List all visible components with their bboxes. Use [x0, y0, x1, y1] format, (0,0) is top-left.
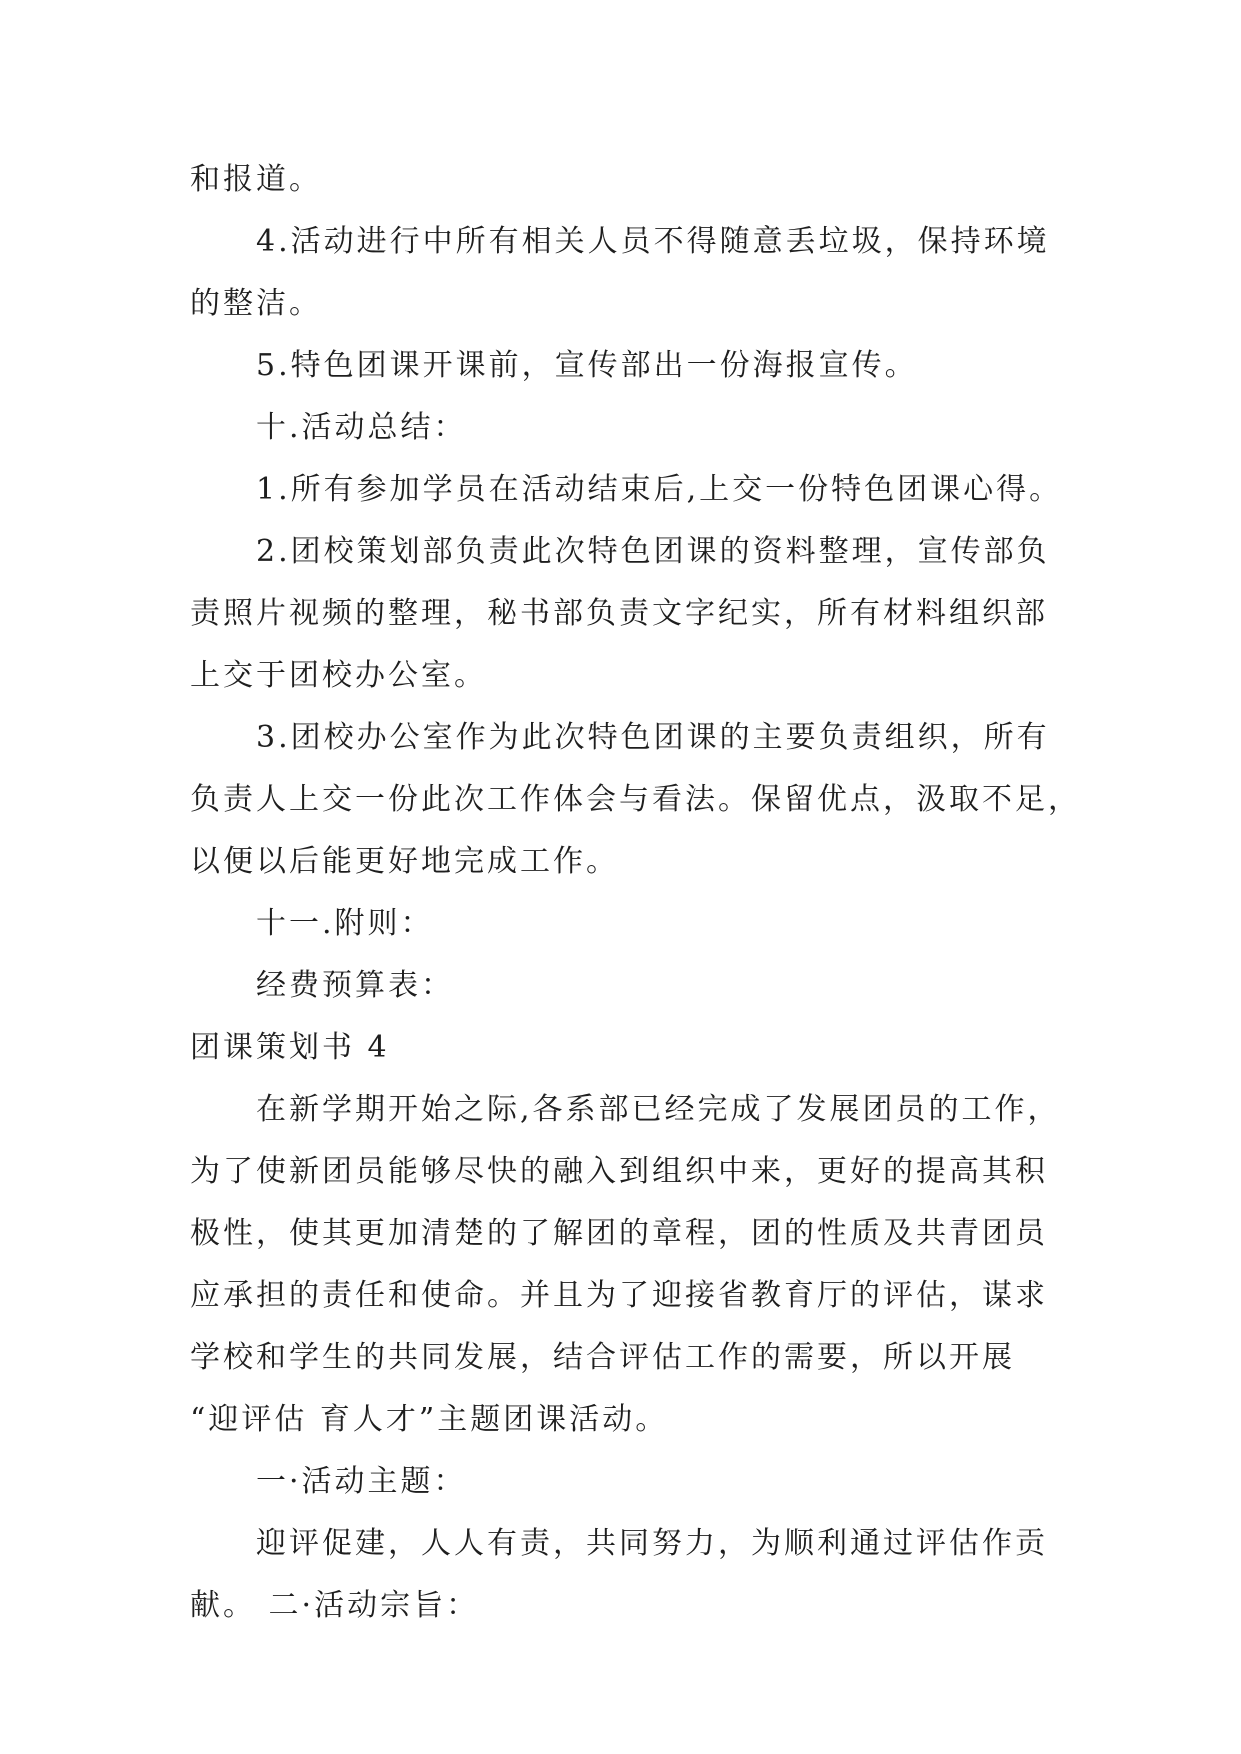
section-heading: 十一.附则： — [256, 906, 434, 941]
text-line: 负责人上交一份此次工作体会与看法。保留优点，汲取不足， — [190, 782, 1081, 817]
text-line: 2.团校策划部负责此次特色团课的资料整理，宣传部负 — [256, 534, 1050, 569]
text-line: 经费预算表： — [256, 968, 454, 1003]
section-heading: 一·活动主题： — [256, 1464, 467, 1499]
text-line: 3.团校办公室作为此次特色团课的主要负责组织，所有 — [256, 720, 1050, 755]
text-line: 极性，使其更加清楚的了解团的章程，团的性质及共青团员 — [190, 1216, 1048, 1251]
document-title: 团课策划书 4 — [190, 1030, 390, 1065]
text-line: 为了使新团员能够尽快的融入到组织中来，更好的提高其积 — [190, 1154, 1048, 1189]
text-line: 和报道。 — [190, 162, 322, 197]
text-line: 5.特色团课开课前，宣传部出一份海报宣传。 — [256, 348, 918, 383]
text-line: 应承担的责任和使命。并且为了迎接省教育厅的评估，谋求 — [190, 1278, 1048, 1313]
text-line: 学校和学生的共同发展，结合评估工作的需要，所以开展 — [190, 1340, 1015, 1375]
text-line: “迎评估 育人才”主题团课活动。 — [190, 1402, 669, 1437]
text-line: 上交于团校办公室。 — [190, 658, 487, 693]
text-line: 1.所有参加学员在活动结束后,上交一份特色团课心得。 — [256, 472, 1063, 507]
text-line: 的整洁。 — [190, 286, 322, 321]
text-line: 责照片视频的整理，秘书部负责文字纪实，所有材料组织部 — [190, 596, 1048, 631]
text-line: 4.活动进行中所有相关人员不得随意丢垃圾，保持环境 — [256, 224, 1050, 259]
text-line: 以便以后能更好地完成工作。 — [190, 844, 619, 879]
section-heading: 十.活动总结： — [256, 410, 467, 445]
text-line: 迎评促建，人人有责，共同努力，为顺利通过评估作贡 — [256, 1526, 1048, 1561]
text-line: 献。 二·活动宗旨： — [190, 1588, 480, 1623]
text-line: 在新学期开始之际,各系部已经完成了发展团员的工作， — [256, 1092, 1061, 1127]
